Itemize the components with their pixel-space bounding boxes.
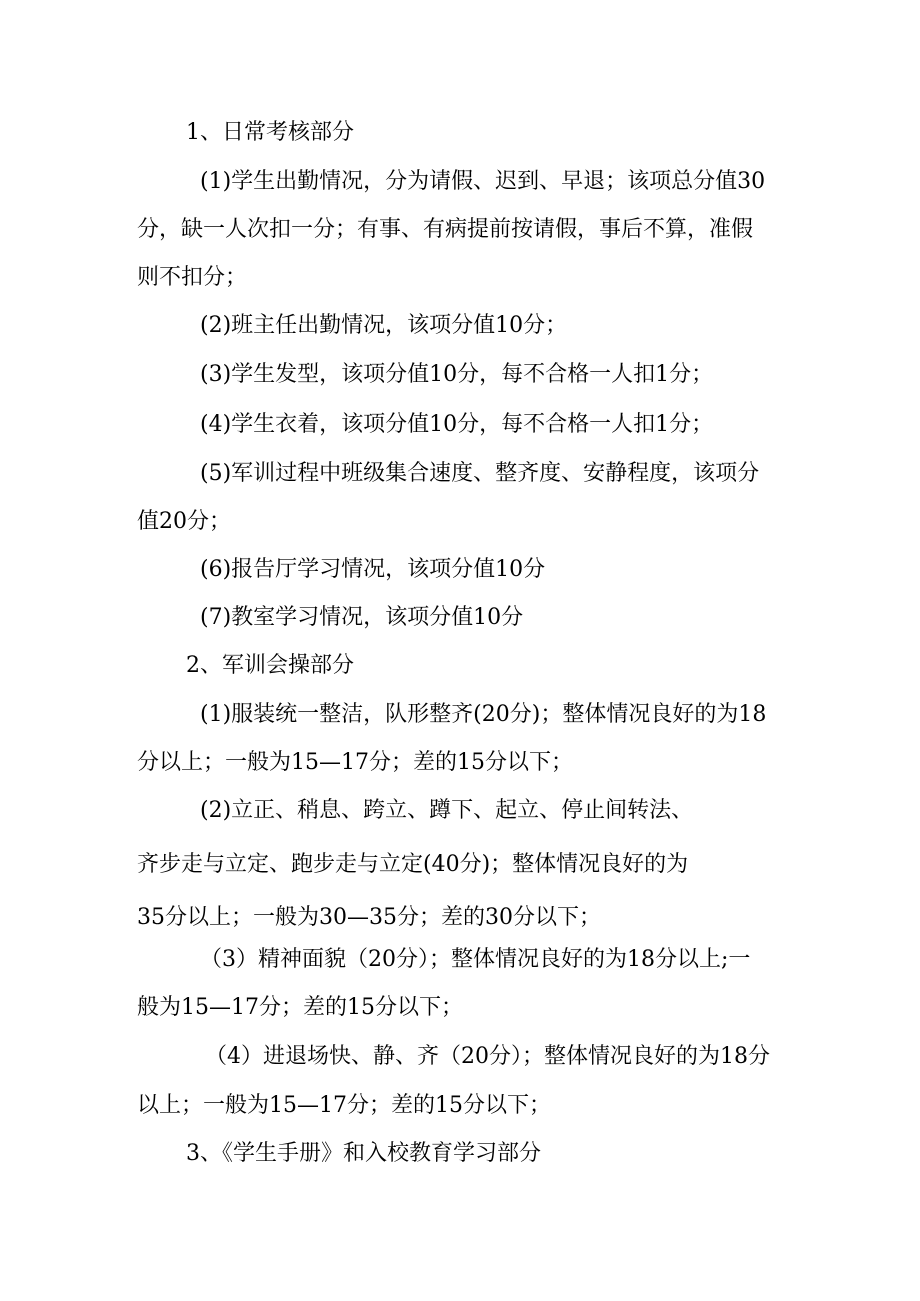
paragraph-line: (1)学生出勤情况，分为请假、迟到、早退；该项总分值30 [200, 169, 766, 194]
paragraph-line: 35分以上；一般为30—35分；差的30分以下； [137, 905, 601, 930]
paragraph-line: (3)学生发型，该项分值10分，每不合格一人扣1分； [200, 362, 714, 387]
paragraph-line: (7)教室学习情况，该项分值10分 [200, 605, 524, 630]
paragraph-line: 分以上；一般为15—17分；差的15分以下； [137, 750, 573, 775]
paragraph-line: 齐步走与立定、跑步走与立定(40分)；整体情况良好的为 [137, 852, 689, 877]
paragraph-line: (1)服装统一整洁，队形整齐(20分)；整体情况良好的为18 [200, 702, 767, 727]
paragraph-line: (4)学生衣着，该项分值10分，每不合格一人扣1分； [200, 412, 714, 437]
paragraph-line: (5)军训过程中班级集合速度、整齐度、安静程度，该项分 [200, 461, 760, 486]
section-heading-handbook-study: 3、《学生手册》和入校教育学习部分 [186, 1141, 541, 1166]
paragraph-line: 则不扣分； [137, 265, 248, 290]
paragraph-line: 以上；一般为15—17分；差的15分以下； [137, 1093, 551, 1118]
paragraph-line: （4）进退场快、静、齐（20分）；整体情况良好的为18分 [205, 1044, 770, 1069]
paragraph-line: 般为15—17分；差的15分以下； [137, 995, 463, 1020]
paragraph-line: 值20分； [137, 509, 231, 534]
paragraph-line: (2)班主任出勤情况，该项分值10分； [200, 313, 568, 338]
section-heading-drill-review: 2、军训会操部分 [186, 653, 354, 678]
paragraph-line: （3）精神面貌（20分）；整体情况良好的为18分以上;一 [200, 947, 751, 972]
paragraph-line: (6)报告厅学习情况，该项分值10分 [200, 557, 546, 582]
section-heading-daily-assessment: 1、日常考核部分 [186, 120, 354, 145]
paragraph-line: (2)立正、稍息、跨立、蹲下、起立、停止间转法、 [200, 798, 694, 823]
paragraph-line: 分，缺一人次扣一分；有事、有病提前按请假，事后不算，准假 [137, 217, 754, 242]
